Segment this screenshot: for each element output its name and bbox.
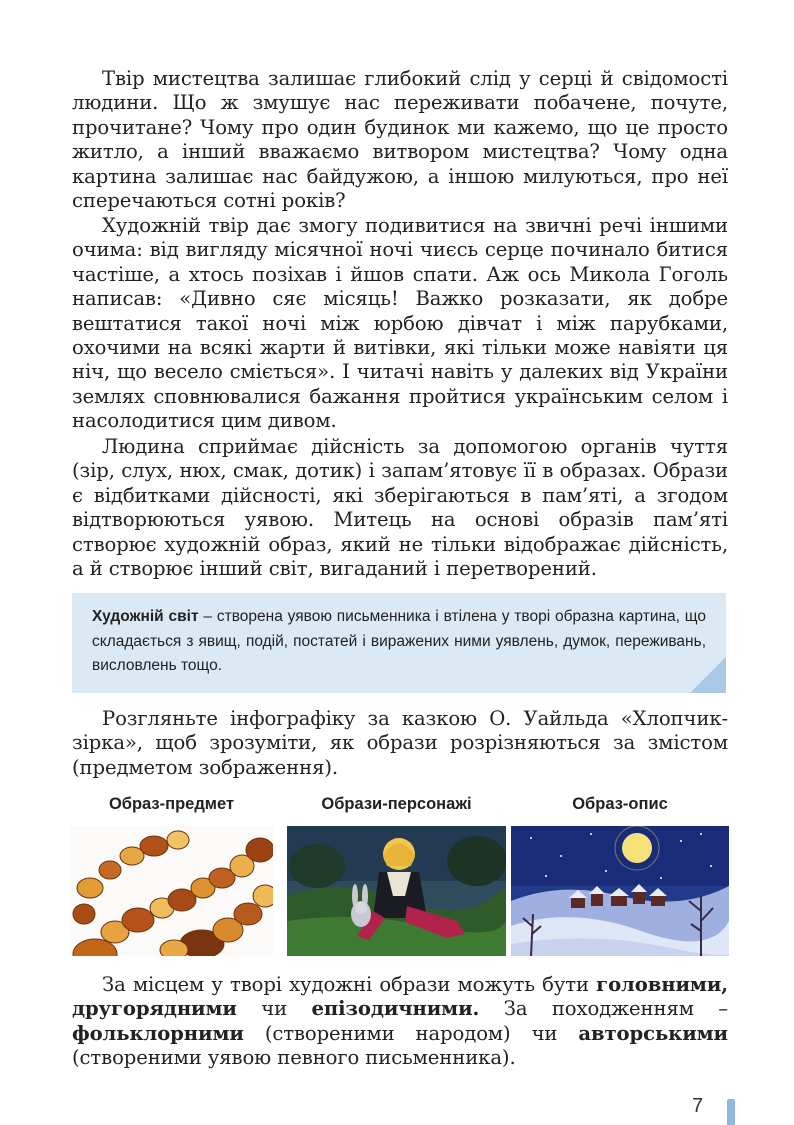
caption-character-images: Образи-персонажі <box>321 795 472 813</box>
paragraph-perception: Людина сприймає дійсність за допомогою органів чуття (зір, слух, нюх, смак, дотик) і запам’ятовує її в образах. Образи є відбитками дійсності, які зберігаються в пам’яті, а згодом відтворюються уявою. Митець на основі образів пам’яті створює художній образ, який не тільки відображає дійсність, а й створює інший світ, вигаданий і перетворений. <box>72 435 728 581</box>
paragraph-image-types <box>72 973 728 1071</box>
p5-text-3: За походженням – <box>479 997 728 1021</box>
definition-corner-decoration <box>690 657 726 693</box>
p5-bold-authorial: авторськими <box>578 1021 728 1045</box>
winter-night-village-picture <box>511 826 729 956</box>
p5-bold-main-secondary: головними, другорядними <box>72 973 728 1021</box>
paragraph-infographic-intro: Розгляньте інфографіку за казкою О. Уайльда «Хлопчик-зірка», щоб зрозуміти, як образи розрізняються за змістом (предметом зображення). <box>72 707 728 779</box>
p5-bold-folk: фольклорними <box>72 1021 244 1045</box>
p5-text-5: (створеними уявою певного письменника). <box>72 1046 516 1070</box>
page-number-bar <box>727 1099 735 1125</box>
p5-text-1: За місцем у творі художні образи можуть бути <box>102 973 597 996</box>
star-child-characters-picture <box>287 826 506 956</box>
definition-term: Художній світ <box>92 608 199 625</box>
p5-text-4: (створеними народом) чи <box>243 1021 579 1045</box>
paragraph-intro: Твір мистецтва залишає глибокий слід у серці й свідомості людини. Що ж змушує нас переживати побачене, почуте, прочитане? Чому про один будинок ми кажемо, що це просто житло, а інший вважаємо витвором мистецтва? Чому одна картина залишає нас байдужою, а іншою милуються, про неї сперечаються сотні років? <box>72 67 728 213</box>
p5-bold-episodic: епізодичними. <box>311 997 480 1021</box>
caption-object-image: Образ-предмет <box>108 795 235 813</box>
amber-beads-picture <box>70 826 273 956</box>
page-number: 7 <box>692 1095 704 1117</box>
p5-text-2: чи <box>236 997 312 1021</box>
definition-text: – створена уявою письменника і втілена у творі образна картина, що складається з явищ, подій, постатей і виражених ними уявлень, думок, переживань, висловлень тощо. <box>92 608 707 674</box>
definition-box <box>72 593 726 693</box>
paragraph-gogol: Художній твір дає змогу подивитися на звичні речі іншими очима: від вигляду місячної ночі чиєсь серце починало битися частіше, а хтось позіхав і йшов спати. Аж ось Микола Гоголь написав: «Дивно сяє місяць! Важко розказати, як добре вештатися такої ночі між юрбою дівчат і між парубками, охочими на всякі жарти й витівки, які тільки може навіяти ця ніч, що весело сміється». І читачі навіть у далеких від України землях сповнювалися бажання пройтися українським селом і насолодитися цим дивом. <box>72 214 728 433</box>
caption-description-image: Образ-опис <box>572 795 668 813</box>
